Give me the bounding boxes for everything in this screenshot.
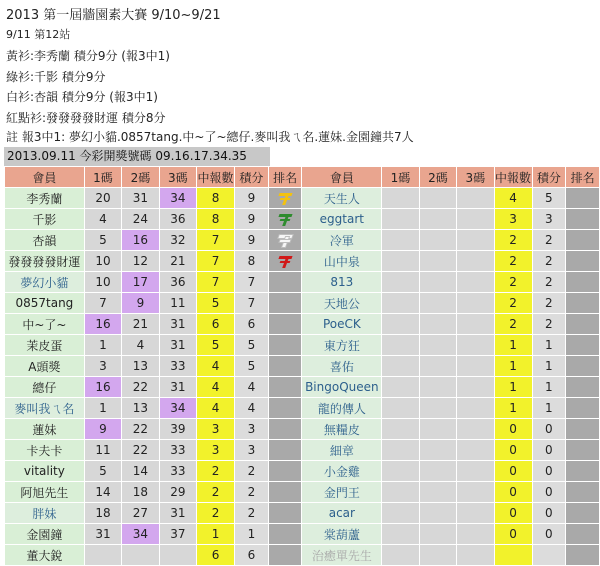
pick-2: 31: [122, 188, 159, 209]
col-header-score-right: 積分: [532, 167, 566, 188]
score-value: 9: [235, 209, 269, 230]
pick-2: 13: [122, 356, 159, 377]
rank-cell: [268, 503, 302, 524]
pick-3-right: [457, 419, 494, 440]
pick-3-right: [457, 377, 494, 398]
table-row: [5, 419, 600, 440]
score-value: 8: [235, 251, 269, 272]
pick-1: 7: [84, 293, 121, 314]
pick-3: 31: [159, 377, 196, 398]
reported-count: 7: [197, 230, 235, 251]
score-value: 7: [235, 272, 269, 293]
table-row: [5, 209, 600, 230]
reported-count: 6: [197, 545, 235, 566]
col-header-num1: 1碼: [84, 167, 121, 188]
pick-2: [122, 545, 159, 566]
pick-2: 12: [122, 251, 159, 272]
col-header-member-right: 會員: [302, 167, 382, 188]
table-row: [5, 293, 600, 314]
pick-1-right: [382, 440, 419, 461]
member-name: 中~了~: [5, 314, 85, 335]
member-name: 胖妹: [5, 503, 85, 524]
table-row: [5, 335, 600, 356]
pick-3-right: [457, 461, 494, 482]
member-name-right: 小金雞: [302, 461, 382, 482]
pick-3: 37: [159, 524, 196, 545]
pick-1-right: [382, 482, 419, 503]
col-header-reported-right: 中報數: [494, 167, 532, 188]
rank-cell-right: [566, 209, 600, 230]
note-yellow: 黃衫:李秀蘭 積分9分 (報3中1): [6, 49, 170, 63]
member-name: 杏韻: [5, 230, 85, 251]
pick-1: 3: [84, 356, 121, 377]
member-name-right: 棠葫蘆: [302, 524, 382, 545]
score-value-right: [532, 545, 566, 566]
table-row: [5, 461, 600, 482]
pick-3-right: [457, 524, 494, 545]
pick-3: 33: [159, 440, 196, 461]
col-header-rank-right: 排名: [566, 167, 600, 188]
rank-cell: [268, 377, 302, 398]
pick-2: 18: [122, 482, 159, 503]
pick-1-right: [382, 230, 419, 251]
red-shirt-icon: [279, 256, 292, 268]
reported-count-right: 2: [494, 272, 532, 293]
reported-count: 7: [197, 251, 235, 272]
col-header-num2-right: 2碼: [419, 167, 456, 188]
pick-2-right: [419, 419, 456, 440]
member-name-right: eggtart: [302, 209, 382, 230]
pick-2: 21: [122, 314, 159, 335]
member-name: A頭獎: [5, 356, 85, 377]
pick-2: 34: [122, 524, 159, 545]
pick-2-right: [419, 230, 456, 251]
score-value-right: 0: [532, 419, 566, 440]
pick-1-right: [382, 335, 419, 356]
pick-3: [159, 545, 196, 566]
score-value: 6: [235, 314, 269, 335]
pick-2-right: [419, 461, 456, 482]
rank-cell-right: [566, 398, 600, 419]
pick-2: 14: [122, 461, 159, 482]
pick-2: 4: [122, 335, 159, 356]
rank-cell-right: [566, 377, 600, 398]
rank-cell-right: [566, 251, 600, 272]
rank-cell-right: [566, 188, 600, 209]
reported-count: 5: [197, 293, 235, 314]
pick-2-right: [419, 524, 456, 545]
score-value: 7: [235, 293, 269, 314]
rank-cell: [268, 482, 302, 503]
member-name-right: 金門王: [302, 482, 382, 503]
reported-count: 4: [197, 398, 235, 419]
pick-3: 31: [159, 503, 196, 524]
col-header-reported: 中報數: [197, 167, 235, 188]
pick-3-right: [457, 356, 494, 377]
pick-2-right: [419, 272, 456, 293]
pick-2-right: [419, 377, 456, 398]
score-value: 6: [235, 545, 269, 566]
pick-3-right: [457, 251, 494, 272]
rank-cell: [268, 398, 302, 419]
pick-1-right: [382, 356, 419, 377]
reported-count-right: 1: [494, 335, 532, 356]
rank-cell-right: [566, 419, 600, 440]
rank-cell-right: [566, 293, 600, 314]
pick-1: 20: [84, 188, 121, 209]
pick-1-right: [382, 503, 419, 524]
pick-1-right: [382, 419, 419, 440]
reported-count-right: 2: [494, 251, 532, 272]
reported-count-right: 0: [494, 524, 532, 545]
pick-1-right: [382, 377, 419, 398]
pick-3-right: [457, 335, 494, 356]
rank-cell: [268, 524, 302, 545]
member-name-right: 813: [302, 272, 382, 293]
reported-count: 3: [197, 419, 235, 440]
pick-2: 9: [122, 293, 159, 314]
score-value-right: 1: [532, 356, 566, 377]
reported-count: 8: [197, 209, 235, 230]
pick-1: 16: [84, 377, 121, 398]
pick-2: 22: [122, 419, 159, 440]
reported-count: 4: [197, 356, 235, 377]
table-row: [5, 314, 600, 335]
reported-count-right: 2: [494, 314, 532, 335]
pick-3: 33: [159, 461, 196, 482]
pick-2-right: [419, 482, 456, 503]
rank-cell: [268, 335, 302, 356]
member-name-right: 天生人: [302, 188, 382, 209]
score-value-right: 0: [532, 440, 566, 461]
pick-3: 31: [159, 314, 196, 335]
reported-count: 3: [197, 440, 235, 461]
table-row: [5, 398, 600, 419]
pick-3-right: [457, 545, 494, 566]
pick-1: 1: [84, 398, 121, 419]
pick-3: 34: [159, 188, 196, 209]
reported-count: 8: [197, 188, 235, 209]
member-name-right: 冷軍: [302, 230, 382, 251]
pick-1: 16: [84, 314, 121, 335]
score-value-right: 0: [532, 524, 566, 545]
member-name-right: acar: [302, 503, 382, 524]
col-header-rank: 排名: [268, 167, 302, 188]
rank-cell-right: [566, 440, 600, 461]
member-name-right: 天地公: [302, 293, 382, 314]
pick-1-right: [382, 251, 419, 272]
pick-3: 36: [159, 209, 196, 230]
pick-1-right: [382, 209, 419, 230]
white-shirt-icon: [279, 235, 292, 247]
score-value: 1: [235, 524, 269, 545]
rank-cell-right: [566, 503, 600, 524]
rank-cell-right: [566, 230, 600, 251]
member-name: 夢幻小貓: [5, 272, 85, 293]
rank-cell: [268, 314, 302, 335]
rank-cell-right: [566, 545, 600, 566]
table-row: [5, 251, 600, 272]
pick-2-right: [419, 335, 456, 356]
pick-3-right: [457, 314, 494, 335]
pick-3: 36: [159, 272, 196, 293]
pick-1-right: [382, 398, 419, 419]
reported-count: 7: [197, 272, 235, 293]
reported-count-right: 4: [494, 188, 532, 209]
reported-count-right: 1: [494, 356, 532, 377]
station-label: 9/11 第12站: [6, 28, 71, 41]
score-value: 4: [235, 377, 269, 398]
member-name-right: 無糧皮: [302, 419, 382, 440]
pick-2-right: [419, 503, 456, 524]
rank-cell-right: [566, 335, 600, 356]
reported-count-right: 2: [494, 230, 532, 251]
member-name-right: 細章: [302, 440, 382, 461]
reported-count-right: 1: [494, 398, 532, 419]
score-value-right: 2: [532, 314, 566, 335]
pick-1-right: [382, 293, 419, 314]
member-name: 總仔: [5, 377, 85, 398]
pick-1: 11: [84, 440, 121, 461]
pick-1: 1: [84, 335, 121, 356]
pick-3-right: [457, 293, 494, 314]
member-name: 麥叫我ㄟ名: [5, 398, 85, 419]
pick-3-right: [457, 440, 494, 461]
pick-1-right: [382, 461, 419, 482]
rank-cell: [268, 440, 302, 461]
pick-1: 9: [84, 419, 121, 440]
col-header-member: 會員: [5, 167, 85, 188]
pick-3: 39: [159, 419, 196, 440]
pick-3: 32: [159, 230, 196, 251]
score-value: 4: [235, 398, 269, 419]
pick-2-right: [419, 545, 456, 566]
reported-count-right: 3: [494, 209, 532, 230]
reported-count-right: 0: [494, 482, 532, 503]
reported-count: 5: [197, 335, 235, 356]
score-value-right: 0: [532, 503, 566, 524]
pick-3: 11: [159, 293, 196, 314]
table-row: [5, 524, 600, 545]
member-name: 茉皮蛋: [5, 335, 85, 356]
member-name: 0857tang: [5, 293, 85, 314]
pick-3-right: [457, 272, 494, 293]
score-value-right: 1: [532, 377, 566, 398]
reported-count-right: 1: [494, 377, 532, 398]
pick-1: 4: [84, 209, 121, 230]
pick-3: 21: [159, 251, 196, 272]
col-header-num2: 2碼: [122, 167, 159, 188]
col-header-num1-right: 1碼: [382, 167, 419, 188]
score-value: 5: [235, 356, 269, 377]
pick-1: 5: [84, 461, 121, 482]
pick-2-right: [419, 440, 456, 461]
score-value: 9: [235, 230, 269, 251]
rank-cell: [268, 230, 302, 251]
note-red: 紅點衫:發發發發財運 積分8分: [6, 111, 166, 125]
score-value: 5: [235, 335, 269, 356]
pick-3-right: [457, 209, 494, 230]
pick-2-right: [419, 314, 456, 335]
pick-3: 34: [159, 398, 196, 419]
reported-count-right: 0: [494, 419, 532, 440]
table-row: [5, 503, 600, 524]
col-header-num3: 3碼: [159, 167, 196, 188]
member-name: 蓮妹: [5, 419, 85, 440]
reported-count: 1: [197, 524, 235, 545]
member-name-right: 喜佑: [302, 356, 382, 377]
reported-count-right: 0: [494, 440, 532, 461]
rank-cell-right: [566, 356, 600, 377]
score-value-right: 5: [532, 188, 566, 209]
pick-1-right: [382, 188, 419, 209]
pick-3: 33: [159, 356, 196, 377]
score-value-right: 2: [532, 272, 566, 293]
member-name: vitality: [5, 461, 85, 482]
green-shirt-icon: [279, 214, 292, 226]
score-value: 2: [235, 482, 269, 503]
pick-2: 24: [122, 209, 159, 230]
member-name: 董大銳: [5, 545, 85, 566]
member-name-right: 治癒單先生: [302, 545, 382, 566]
rank-cell-right: [566, 524, 600, 545]
pick-3: 31: [159, 335, 196, 356]
pick-2-right: [419, 398, 456, 419]
score-value-right: 0: [532, 482, 566, 503]
draw-numbers-bar: 2013.09.11 今彩開獎號碼 09.16.17.34.35: [4, 147, 270, 166]
score-value-right: 2: [532, 230, 566, 251]
col-header-score: 積分: [235, 167, 269, 188]
table-row: [5, 545, 600, 566]
pick-1: 10: [84, 272, 121, 293]
pick-2: 16: [122, 230, 159, 251]
member-name: 阿旭先生: [5, 482, 85, 503]
pick-1: 18: [84, 503, 121, 524]
pick-3-right: [457, 398, 494, 419]
score-value-right: 1: [532, 335, 566, 356]
page-title: 2013 第一屆牆園素大賽 9/10~9/21: [6, 8, 221, 23]
pick-2: 17: [122, 272, 159, 293]
reported-count-right: [494, 545, 532, 566]
rank-cell: [268, 419, 302, 440]
rank-cell: [268, 251, 302, 272]
table-row: [5, 272, 600, 293]
reported-count: 4: [197, 377, 235, 398]
member-name-right: 山中泉: [302, 251, 382, 272]
rank-cell: [268, 545, 302, 566]
score-value: 2: [235, 503, 269, 524]
member-name: 千影: [5, 209, 85, 230]
reported-count: 2: [197, 461, 235, 482]
pick-2-right: [419, 293, 456, 314]
pick-3-right: [457, 503, 494, 524]
rank-cell: [268, 209, 302, 230]
member-name-right: 東方狂: [302, 335, 382, 356]
pick-3-right: [457, 230, 494, 251]
pick-2-right: [419, 188, 456, 209]
member-name: 卡夫卡: [5, 440, 85, 461]
pick-2: 13: [122, 398, 159, 419]
pick-1: [84, 545, 121, 566]
score-value: 9: [235, 188, 269, 209]
table-header-row: [5, 167, 600, 188]
pick-1: 10: [84, 251, 121, 272]
pick-1-right: [382, 545, 419, 566]
score-value: 2: [235, 461, 269, 482]
pick-2-right: [419, 251, 456, 272]
table-row: [5, 356, 600, 377]
rank-cell-right: [566, 482, 600, 503]
pick-3-right: [457, 188, 494, 209]
score-value: 3: [235, 419, 269, 440]
member-name: 發發發發財運: [5, 251, 85, 272]
member-name: 李秀蘭: [5, 188, 85, 209]
member-name-right: PoeCK: [302, 314, 382, 335]
rank-cell: [268, 461, 302, 482]
note-green: 綠衫:千影 積分9分: [6, 70, 106, 84]
pick-2-right: [419, 356, 456, 377]
note-white: 白衫:杏韻 積分9分 (報3中1): [6, 90, 158, 104]
score-table: [4, 166, 600, 566]
reported-count: 6: [197, 314, 235, 335]
table-row: [5, 188, 600, 209]
note-footnote: 註 報3中1: 夢幻小貓.0857tang.中~了~總仔.麥叫我ㄟ名.蓮妹.金園鐘共7人: [6, 130, 414, 144]
table-row: [5, 377, 600, 398]
score-value-right: 2: [532, 293, 566, 314]
table-row: [5, 482, 600, 503]
rank-cell: [268, 293, 302, 314]
pick-2: 22: [122, 377, 159, 398]
score-value-right: 0: [532, 461, 566, 482]
pick-2: 22: [122, 440, 159, 461]
score-value-right: 3: [532, 209, 566, 230]
pick-3: 29: [159, 482, 196, 503]
rank-cell-right: [566, 461, 600, 482]
reported-count-right: 0: [494, 461, 532, 482]
score-value-right: 2: [532, 251, 566, 272]
table-row: [5, 440, 600, 461]
pick-1-right: [382, 524, 419, 545]
member-name-right: BingoQueen: [302, 377, 382, 398]
pick-1: 31: [84, 524, 121, 545]
member-name: 金園鐘: [5, 524, 85, 545]
pick-1-right: [382, 272, 419, 293]
reported-count: 2: [197, 482, 235, 503]
rank-cell-right: [566, 272, 600, 293]
reported-count-right: 2: [494, 293, 532, 314]
reported-count: 2: [197, 503, 235, 524]
col-header-num3-right: 3碼: [457, 167, 494, 188]
reported-count-right: 0: [494, 503, 532, 524]
pick-2: 27: [122, 503, 159, 524]
yellow-shirt-icon: [279, 193, 292, 205]
member-name-right: 龍的傳人: [302, 398, 382, 419]
pick-1: 14: [84, 482, 121, 503]
score-value-right: 1: [532, 398, 566, 419]
rank-cell: [268, 356, 302, 377]
score-value: 3: [235, 440, 269, 461]
rank-cell: [268, 272, 302, 293]
pick-1: 5: [84, 230, 121, 251]
table-row: [5, 230, 600, 251]
rank-cell: [268, 188, 302, 209]
rank-cell-right: [566, 314, 600, 335]
pick-1-right: [382, 314, 419, 335]
pick-3-right: [457, 482, 494, 503]
pick-2-right: [419, 209, 456, 230]
